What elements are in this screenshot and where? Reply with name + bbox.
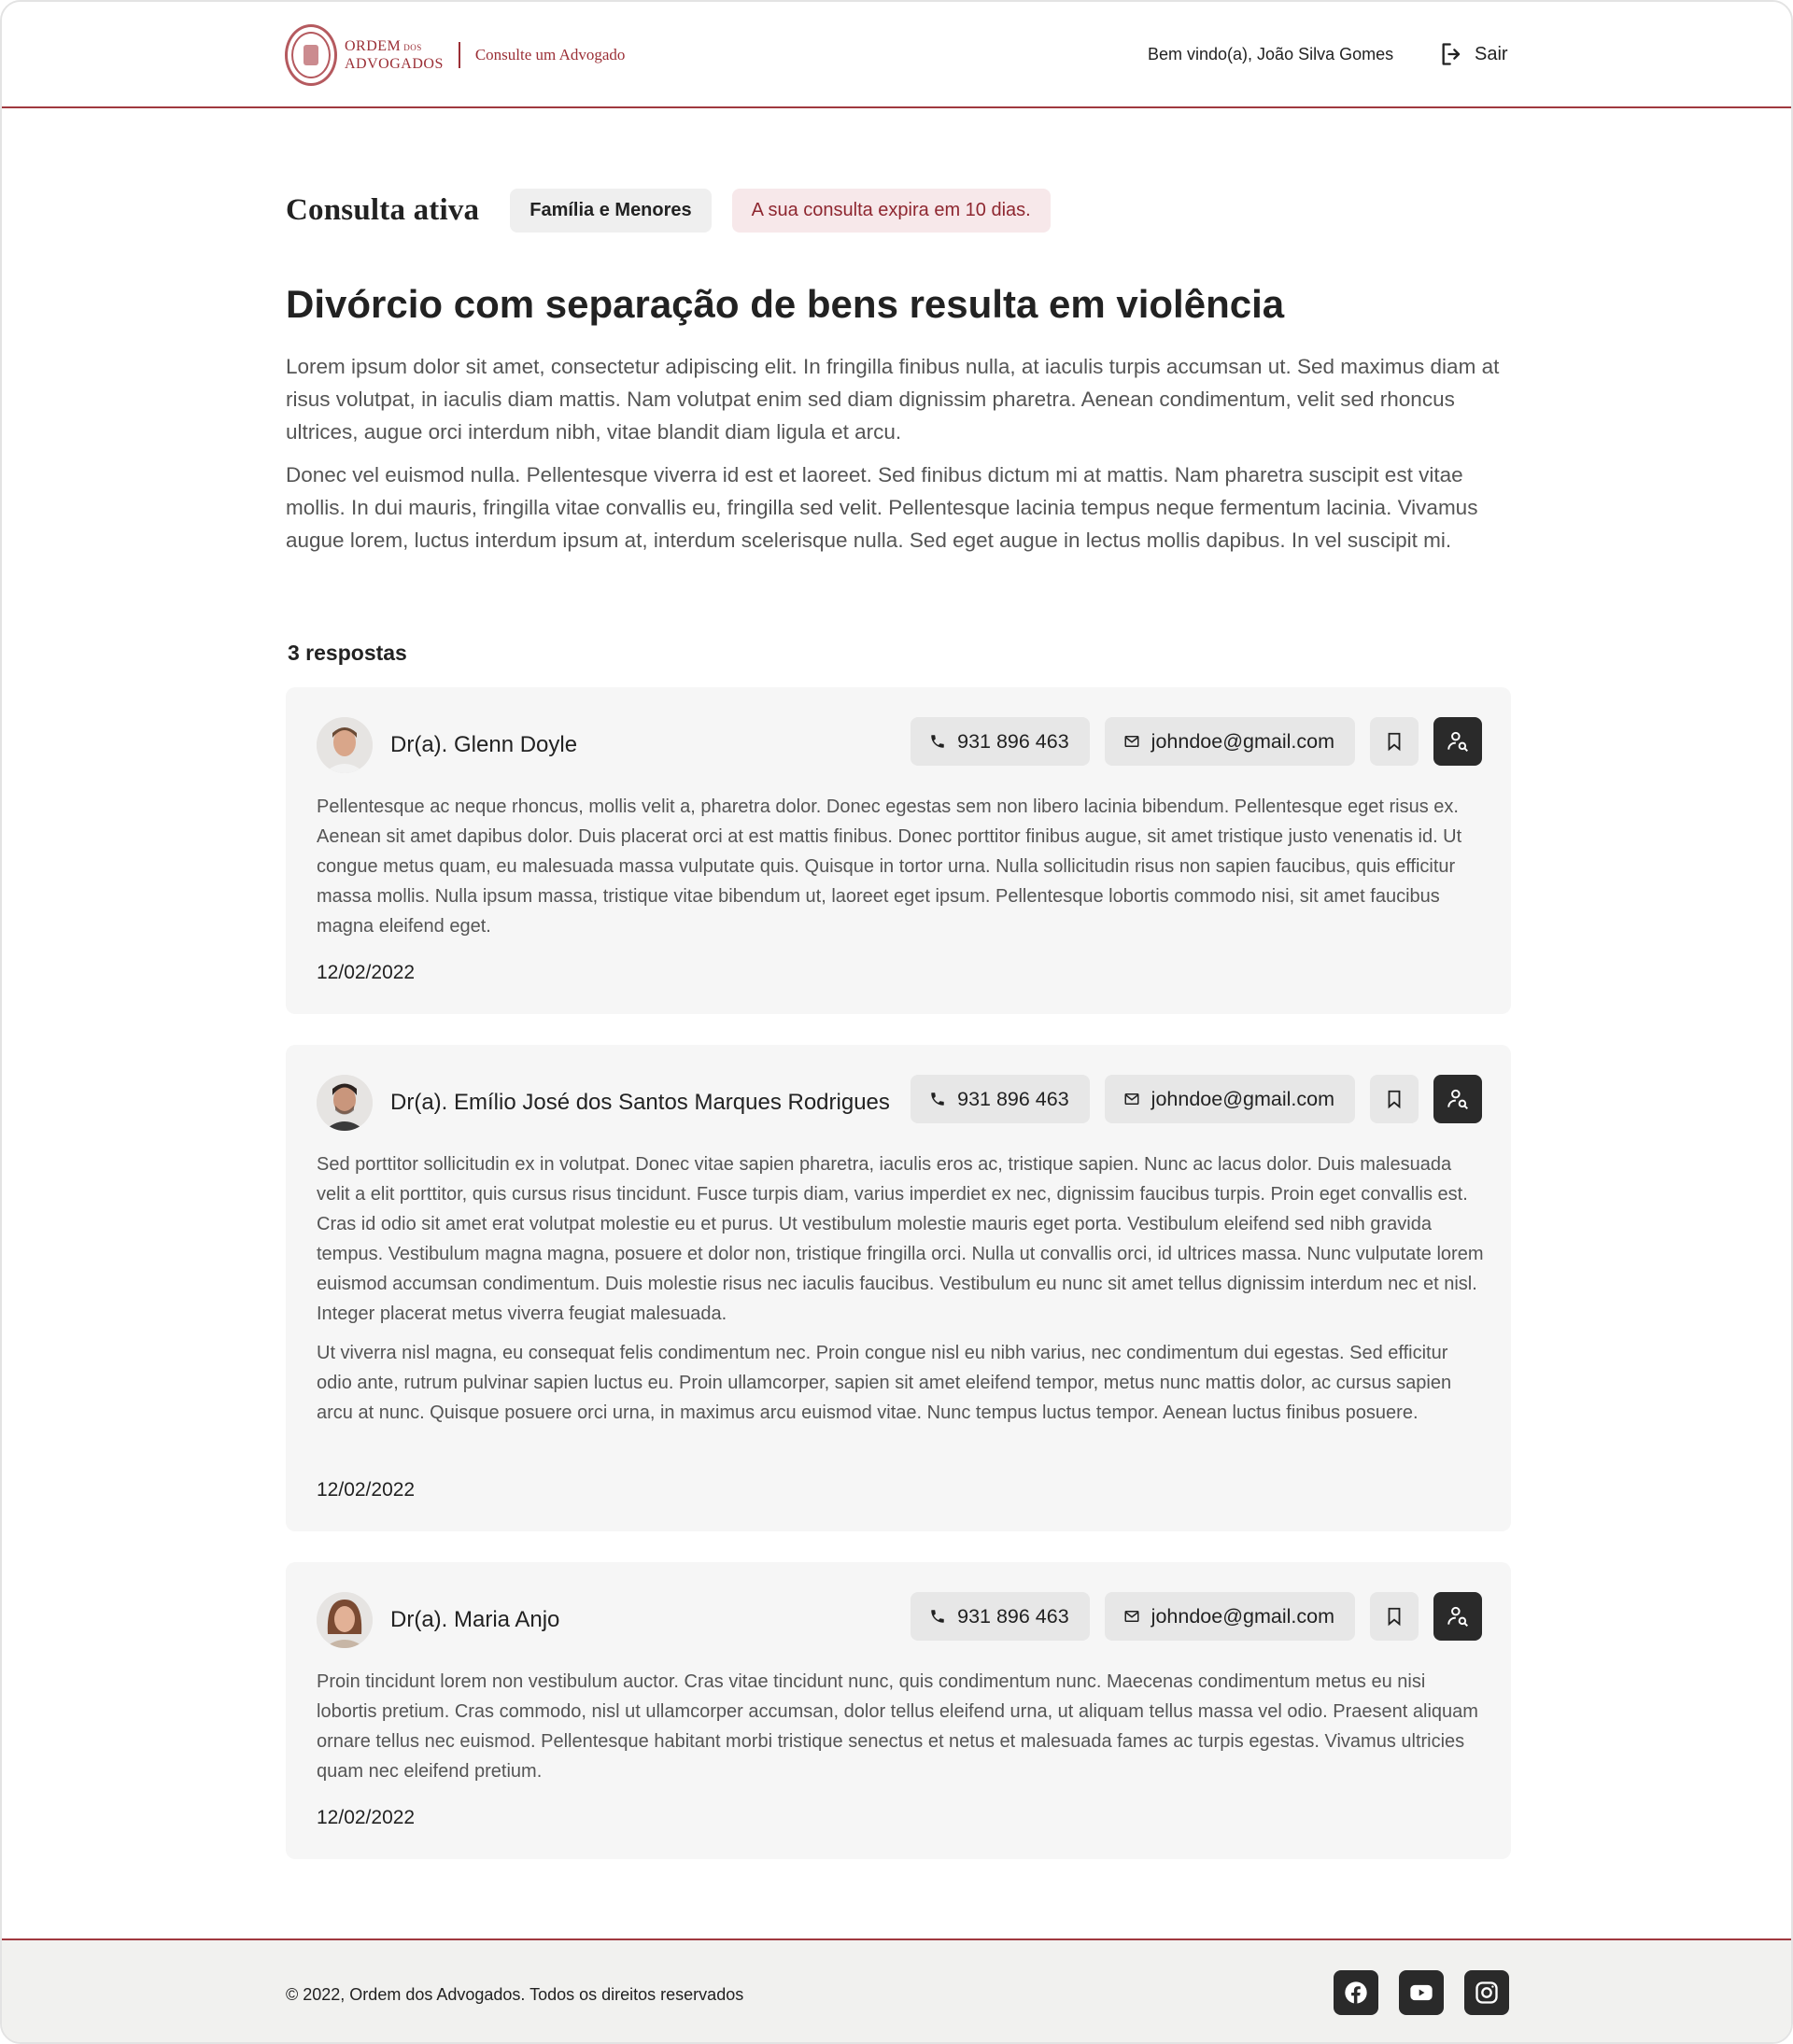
- expiry-badge: A sua consulta expira em 10 dias.: [732, 189, 1051, 233]
- welcome-text: Bem vindo(a), João Silva Gomes: [1148, 45, 1394, 63]
- user-search-icon: [1446, 729, 1470, 754]
- email-address: johndoe@gmail.com: [1151, 1087, 1334, 1110]
- brand-divider: [459, 42, 460, 68]
- lawyer-name: Dr(a). Glenn Doyle: [390, 732, 578, 757]
- mail-icon: [1123, 1091, 1140, 1107]
- question-title: Divórcio com separação de bens resulta em violência: [286, 282, 1285, 326]
- category-chip: Família e Menores: [510, 189, 711, 233]
- logout-button[interactable]: [1439, 41, 1508, 67]
- email-button[interactable]: [1105, 717, 1355, 766]
- answer-actions: [896, 717, 1482, 766]
- answer-card: [286, 687, 1511, 1014]
- answer-paragraph: Ut viverra nisl magna, eu consequat felis condimentum nec. Proin congue nisl eu nibh varius, nec condimentum dui egestas. Sed efficitur odio ante, rutrum pulvinar sapien luctus eu. Proin ullamcorper, sapien sit amet eleifend tempor, metus nunc mattis dolor, ac cursus sapien arcu at nunc. Quisque posuere orci urna, in maximus arcu euismod vitae. Nunc tempus luctus tempor. Aenean luctus finibus posuere.: [317, 1343, 1452, 1423]
- email-address: johndoe@gmail.com: [1151, 1604, 1334, 1628]
- instagram-icon: [1474, 1980, 1500, 2006]
- copyright-text: © 2022, Ordem dos Advogados. Todos os direitos reservados: [286, 1985, 744, 2004]
- bookmark-icon: [1384, 730, 1405, 753]
- phone-number: 931 896 463: [957, 1087, 1069, 1110]
- question-body: [286, 350, 1511, 567]
- phone-icon: [929, 733, 946, 750]
- phone-number: 931 896 463: [957, 729, 1069, 753]
- answer-date: 12/02/2022: [317, 1807, 416, 1828]
- phone-icon: [929, 1091, 946, 1107]
- avatar: [317, 717, 373, 773]
- mail-icon: [1123, 733, 1140, 750]
- lawyer-name: Dr(a). Maria Anjo: [390, 1607, 560, 1632]
- answer-paragraph: Sed porttitor sollicitudin ex in volutpat. Donec vitae sapien pharetra, iaculis eros ac, tristique sapien. Nunc ac lacus dolor. Duis malesuada velit a elit porttitor, quis cursus risus tincidunt. Fusce turpis diam, varius imperdiet ex nec, dignissim faucibus turpis. Proin eget convallis est. Cras id odio sit amet erat volutpat molestie eu et purus. Ut vestibulum molestie mauris eget porta. Vestibulum eleifend sed nibh gravida tempus. Vestibulum magna magna, posuere et dolor non, tristique fringilla orci. Nulla ut convallis orci, id ultrices massa. Nunc vulputate lorem euismod accumsan condimentum. Duis molestie risus nec iaculis faucibus. Vestibulum eu nunc sit amet tellus dignissim interdum nec et nisl. Integer placerat metus viverra feugiat malesuada.: [317, 1154, 1484, 1324]
- answer-actions: [896, 1592, 1482, 1641]
- answer-card: [286, 1562, 1511, 1859]
- brand-name: ORDEM DOS ADVOGADOS: [345, 38, 444, 72]
- phone-number: 931 896 463: [957, 1604, 1069, 1628]
- logout-icon: [1439, 41, 1465, 67]
- email-button[interactable]: [1105, 1075, 1355, 1123]
- answer-date: 12/02/2022: [317, 962, 416, 983]
- phone-button[interactable]: [911, 1075, 1090, 1123]
- seal-icon: [285, 24, 337, 86]
- brand-logo[interactable]: [285, 22, 625, 88]
- phone-button[interactable]: [911, 1592, 1090, 1641]
- instagram-link[interactable]: [1464, 1970, 1509, 2015]
- site-footer: [2, 1938, 1791, 2044]
- consult-header: [286, 189, 1051, 233]
- bookmark-icon: [1384, 1088, 1405, 1110]
- phone-icon: [929, 1608, 946, 1625]
- question-paragraph: Lorem ipsum dolor sit amet, consectetur adipiscing elit. In fringilla finibus nulla, at iaculis turpis accumsan ut. Sed maximus diam at risus volutpat, in iaculis diam mattis. Nam volutpat enim sed diam dignissim pharetra. Aenean condimentum, velit sed rhoncus ultrices, augue orci interdum nibh, vitae blandit diam ligula et arcu.: [286, 355, 1500, 444]
- answer-text: [317, 792, 1484, 951]
- responses-count: 3 respostas: [288, 641, 407, 665]
- answer-date: 12/02/2022: [317, 1479, 416, 1501]
- avatar: [317, 1592, 373, 1648]
- mail-icon: [1123, 1608, 1140, 1625]
- email-button[interactable]: [1105, 1592, 1355, 1641]
- brand-tagline: Consulte um Advogado: [474, 46, 626, 63]
- user-search-icon: [1446, 1087, 1470, 1111]
- answer-text: [317, 1149, 1484, 1437]
- answer-text: [317, 1667, 1484, 1796]
- bookmark-button[interactable]: [1370, 1075, 1419, 1123]
- social-links: [1313, 1970, 1509, 2015]
- answer-paragraph: Pellentesque ac neque rhoncus, mollis velit a, pharetra dolor. Donec egestas sem non libero lacinia bibendum. Pellentesque eget risus ex. Aenean sit amet dapibus dolor. Duis placerat orci at est mattis finibus. Donec porttitor finibus augue, sit amet tristique justo venenatis id. Ut congue metus quam, eu malesuada massa vulputate quis. Quisque in tortor urna. Nulla sollicitudin risus non sapien faucibus, quis efficitur massa mollis. Nulla ipsum massa, tristique vitae bibendum ut, laoreet eget ipsum. Pellentesque lobortis commodo nisi, sit amet faucibus magna eleifend eget.: [317, 796, 1462, 937]
- answer-paragraph: Proin tincidunt lorem non vestibulum auctor. Cras vitae tincidunt nunc, quis condimentum nunc. Maecenas condimentum metus eu nisi lobortis pretium. Cras commodo, nisl ut ullamcorper accumsan, dolor tellus eleifend urna, ut aliquam tellus massa vel odio. Praesent aliquam ornare tellus nec euismod. Pellentesque habitant morbi tristique senectus et netus et malesuada fames ac turpis egestas. Vivamus ultricies quam nec eleifend pretium.: [317, 1671, 1478, 1782]
- view-profile-button[interactable]: [1433, 717, 1482, 766]
- lawyer-name: Dr(a). Emílio José dos Santos Marques Rodrigues: [390, 1090, 890, 1115]
- consult-title: Consulta ativa: [286, 193, 480, 227]
- bookmark-button[interactable]: [1370, 1592, 1419, 1641]
- phone-button[interactable]: [911, 717, 1090, 766]
- email-address: johndoe@gmail.com: [1151, 729, 1334, 753]
- logout-label: Sair: [1475, 43, 1508, 64]
- bookmark-icon: [1384, 1605, 1405, 1628]
- question-paragraph: Donec vel euismod nulla. Pellentesque viverra id est et laoreet. Sed finibus dictum mi at mattis. Nam pharetra suscipit est vitae mollis. In dui mauris, fringilla vitae convallis eu, fringilla sed velit. Pellentesque lacinia tempus neque fermentum lacinia. Vivamus augue lorem, luctus interdum ipsum at, interdum scelerisque nulla. Sed eget augue in lectus mollis dapibus. In vel suscipit mi.: [286, 463, 1478, 552]
- youtube-link[interactable]: [1399, 1970, 1444, 2015]
- view-profile-button[interactable]: [1433, 1592, 1482, 1641]
- user-search-icon: [1446, 1604, 1470, 1628]
- youtube-icon: [1408, 1980, 1434, 2006]
- site-header: [2, 2, 1791, 108]
- answer-actions: [896, 1075, 1482, 1123]
- facebook-icon: [1343, 1980, 1369, 2006]
- facebook-link[interactable]: [1334, 1970, 1378, 2015]
- avatar: [317, 1075, 373, 1131]
- view-profile-button[interactable]: [1433, 1075, 1482, 1123]
- bookmark-button[interactable]: [1370, 717, 1419, 766]
- answer-card: [286, 1045, 1511, 1531]
